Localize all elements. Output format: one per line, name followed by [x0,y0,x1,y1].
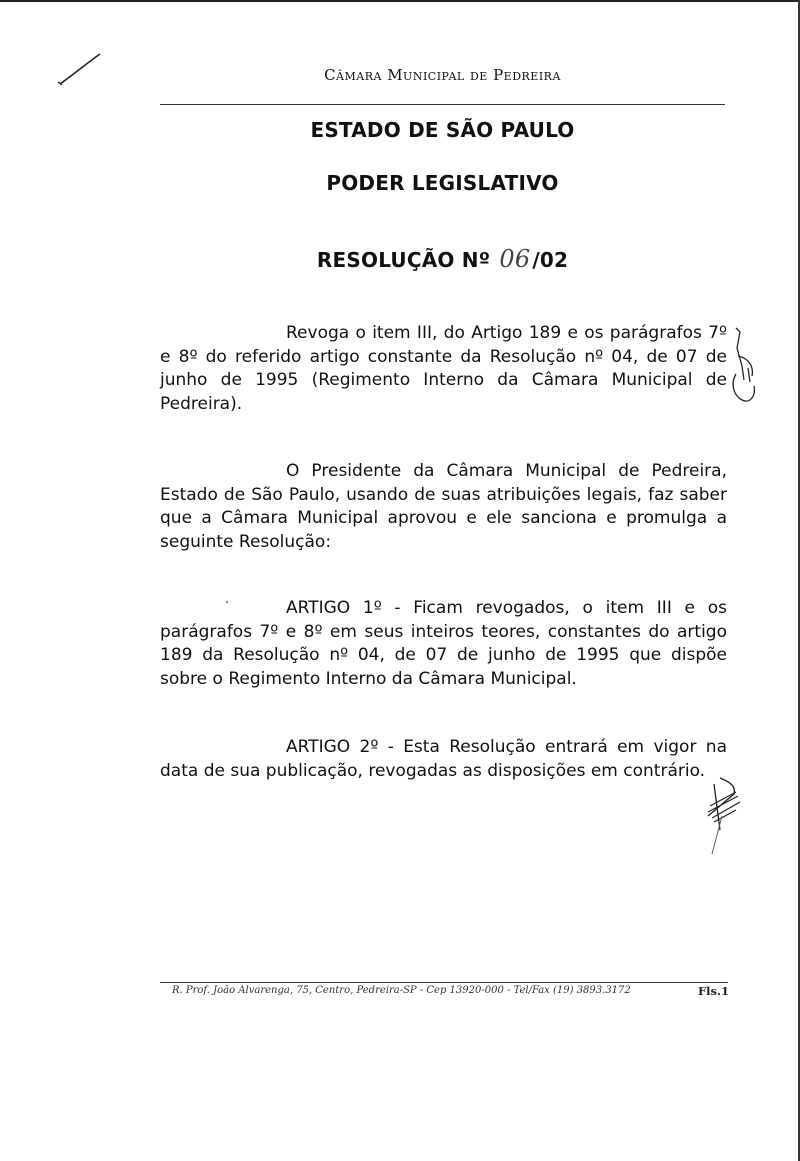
resolution-year: /02 [532,248,569,272]
article-1-text: ARTIGO 1º - Ficam revogados, o item III e os parágrafos 7º e 8º em seus inteiros teores, constantes do artigo 189 da Resolução nº 04, de 07 de junho de 1995 que dispõe sobre o Regimento Interno da Câmara Municipal. [160,598,727,689]
resolution-prefix: RESOLUÇÃO Nº [316,248,491,272]
scan-top-edge [0,0,800,2]
preamble-paragraph [160,460,727,554]
article-2-paragraph [160,736,727,783]
resolution-number-handwritten: 06 [499,245,531,273]
preamble-text: O Presidente da Câmara Municipal de Pedreira, Estado de São Paulo, usando de suas atribuições legais, faz saber que a Câmara Municipal aprovou e ele sanciona e promulga a seguinte Resolução: [160,461,727,552]
letterhead-title: Câmara Municipal de Pedreira [324,66,561,84]
resolution-heading [160,245,725,273]
letterhead-rule [160,104,725,105]
handwritten-initials-icon [728,326,764,406]
handwritten-signature-icon [700,776,748,856]
article-1-paragraph [160,597,727,691]
pen-check-mark-icon [56,52,106,88]
footer-page-number: Fls.1 [698,984,730,998]
ementa-text: Revoga o item III, do Artigo 189 e os parágrafos 7º e 8º do referido artigo constante da Resolução nº 04, de 07 de junho de 1995 (Regimento Interno da Câmara Municipal de Pedreira). [160,323,727,414]
legislative-power-heading: PODER LEGISLATIVO [326,171,559,195]
ementa-paragraph [160,322,727,416]
footer-address: R. Prof. João Alvarenga, 75, Centro, Pedreira-SP - Cep 13920-000 - Tel/Fax (19) 3893.3172 [172,985,631,996]
article-2-text: ARTIGO 2º - Esta Resolução entrará em vigor na data de sua publicação, revogadas as disposições em contrário. [160,737,727,781]
state-heading: ESTADO DE SÃO PAULO [310,118,575,142]
footer-rule [160,982,728,983]
